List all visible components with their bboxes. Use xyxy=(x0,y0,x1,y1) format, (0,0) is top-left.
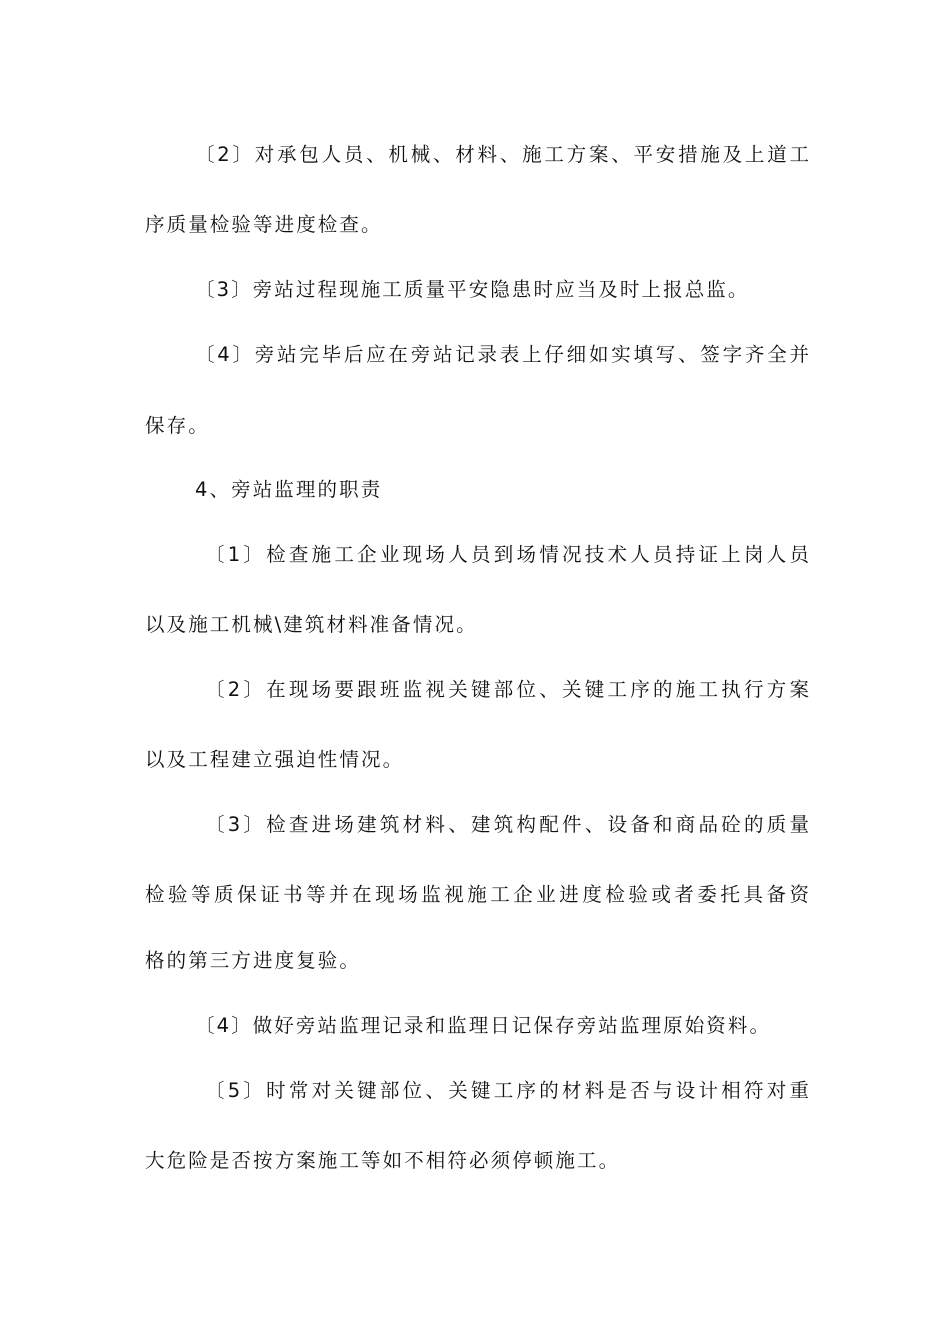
paragraph-line: 〔4〕旁站完毕后应在旁站记录表上仔细如实填写、签字齐全并 xyxy=(195,343,809,366)
section-heading: 4、旁站监理的职责 xyxy=(195,478,383,501)
paragraph-line: 〔2〕对承包人员、机械、材料、施工方案、平安措施及上道工 xyxy=(195,143,809,166)
paragraph-line: 〔5〕时常对关键部位、关键工序的材料是否与设计相符对重 xyxy=(205,1079,809,1102)
paragraph-line: 〔2〕在现场要跟班监视关键部位、关键工序的施工执行方案 xyxy=(205,678,809,701)
paragraph-line: 保存。 xyxy=(145,414,210,437)
paragraph-line: 〔3〕检查进场建筑材料、建筑构配件、设备和商品砼的质量 xyxy=(205,813,809,836)
paragraph-line: 大危险是否按方案施工等如不相符必须停顿施工。 xyxy=(145,1149,621,1172)
paragraph-line: 〔4〕做好旁站监理记录和监理日记保存旁站监理原始资料。 xyxy=(195,1014,772,1037)
paragraph-line: 序质量检验等进度检查。 xyxy=(145,213,383,236)
paragraph-line: 检验等质保证书等并在现场监视施工企业进度检验或者委托具备资 xyxy=(145,883,809,906)
paragraph-line: 〔3〕旁站过程现施工质量平安隐患时应当及时上报总监。 xyxy=(195,278,750,301)
paragraph-line: 以及工程建立强迫性情况。 xyxy=(145,748,405,771)
paragraph-line: 格的第三方进度复验。 xyxy=(145,949,362,972)
paragraph-line: 以及施工机械\建筑材料准备情况。 xyxy=(145,613,478,636)
paragraph-line: 〔1〕检查施工企业现场人员到场情况技术人员持证上岗人员 xyxy=(205,543,809,566)
